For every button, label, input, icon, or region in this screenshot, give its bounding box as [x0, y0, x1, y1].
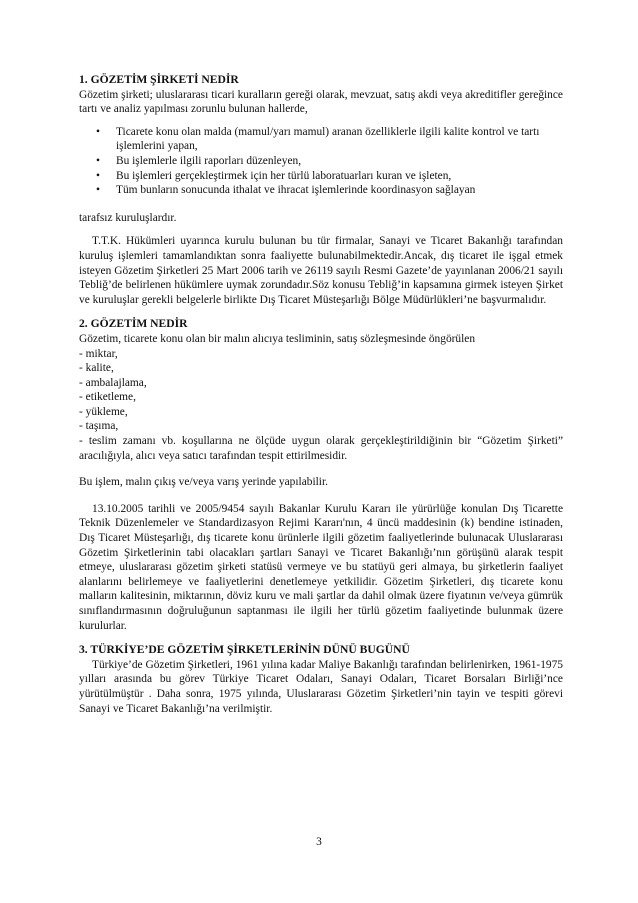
section-1-intro: Gözetim şirketi; uluslararası ticari kuralların gereği olarak, mevzuat, satış akdi veya akreditifler gereğince tartı ve analiz yapılması zorunlu bulunan hallerde, — [79, 88, 563, 116]
page-number: 3 — [316, 836, 322, 848]
dash-item: - yükleme, — [79, 405, 128, 418]
dash-item: - etiketleme, — [79, 391, 136, 404]
bullet-text: Tüm bunların sonucunda ithalat ve ihracat işlemlerinde koordinasyon sağlayan — [116, 184, 476, 197]
section-1-bullet-list — [79, 125, 563, 198]
bullet-icon: • — [96, 125, 100, 138]
dash-item: - teslim zamanı vb. koşullarına ne ölçüde uygun olarak gerçekleştirildiğinin bir “Gözetim Şirketi” aracılığıyla, alıcı veya satıcı tarafından tespit ettirilmesidir. — [79, 435, 563, 462]
dash-item: - kalite, — [79, 362, 114, 375]
document-body — [79, 73, 563, 716]
bullet-icon: • — [96, 184, 100, 197]
bullet-item — [96, 125, 563, 154]
bullet-text: Ticarete konu olan malda (mamul/yarı mamul) aranan özelliklerle ilgili kalite kontrol ve tartı işlemlerini yapan, — [116, 125, 540, 153]
section-2-dash-list — [79, 347, 563, 464]
section-1-after-bullets: tarafsız kuruluşlardır. — [79, 211, 177, 224]
section-1-paragraph: T.T.K. Hükümleri uyarınca kurulu bulunan bu tür firmalar, Sanayi ve Ticaret Bakanlığı tarafından kuruluş işlemleri tamamlandıktan sonra faaliyette bulunabilmektedir.Ancak, dış ticaret ile işgal etmek isteyen Gözetim Şirketleri 25 Mart 2006 tarih ve 26119 sayılı Resmi Gazete’de yayınlanan 2006/21 sayılı Tebliğ’de belirlenen hükümlere uymak zorundadır.Söz konusu Tebliğ’in kapsamına girmek isteyen Şirket ve kuruluşlar gerekli belgelerle birlikte Dış Ticaret Müsteşarlığı Bölge Müdürlükleri’ne başvurmalıdır. — [79, 235, 563, 306]
bullet-item — [96, 169, 563, 184]
section-2-intro: Gözetim, ticarete konu olan bir malın alıcıya tesliminin, satış sözleşmesinde öngörülen — [79, 332, 476, 345]
section-3-paragraph: Türkiye’de Gözetim Şirketleri, 1961 yılına kadar Maliye Bakanlığı tarafından belirlenirken, 1961-1975 yılları arasında bu görev Türkiye Ticaret Odaları, Sanayi Odaları, Ticaret Borsaları Birliği’nce yürütülmüştür . Daha sonra, 1975 yılında, Uluslararası Gözetim Şirketleri’nin tayin ve tespiti görevi Sanayi ve Ticaret Bakanlığı’na verilmiştir. — [79, 658, 563, 715]
bullet-text: Bu işlemleri gerçekleştirmek için her türlü laboratuarları kuran ve işleten, — [116, 169, 452, 182]
section-2-note: Bu işlem, malın çıkış ve/veya varış yerinde yapılabilir. — [79, 476, 328, 489]
section-3-heading: 3. TÜRKİYE’DE GÖZETİM ŞİRKETLERİNİN DÜNÜ BUGÜNÜ — [79, 643, 410, 657]
bullet-text: Bu işlemlerle ilgili raporları düzenleyen, — [116, 154, 302, 167]
dash-item: - ambalajlama, — [79, 376, 147, 389]
section-2-heading: 2. GÖZETİM NEDİR — [79, 317, 188, 331]
section-2-paragraph: 13.10.2005 tarihli ve 2005/9454 sayılı Bakanlar Kurulu Kararı ile yürürlüğe konulan Dış Ticarette Teknik Düzenlemeler ve Standardizasyon Rejimi Kararı'nın, 4 üncü maddesinin (k) bendine istinaden, Dış Ticaret Müsteşarlığı, dış ticarete konu ürünlerle ilgili gözetim faaliyetlerinde bulunacak Uluslararası Gözetim Şirketlerinin tabi olacakları şartları Sanayi ve Ticaret Bakanlığı’nın görüşünü alarak tespit etmeye, uluslararası gözetim şirketi statüsü vermeye ve bu statüyü geri almaya, bu şirketlerin faaliyet alanlarını belirlemeye ve faaliyetlerini denetlemeye yetkilidir. Gözetim Şirketleri, dış ticarete konu malların kalitesinin, miktarının, döviz kuru ve mali şartlar da dahil olmak üzere fiyatının ve/veya gümrük sınıflandırmasının doğruluğunun saptanması ile ilgili her türlü gözetim faaliyetinde bulunmak üzere kurulurlar. — [79, 502, 563, 632]
dash-item: - taşıma, — [79, 420, 119, 433]
bullet-icon: • — [96, 169, 100, 182]
bullet-item — [96, 183, 563, 198]
bullet-icon: • — [96, 154, 100, 167]
dash-item: - miktar, — [79, 347, 118, 360]
bullet-item — [96, 154, 563, 169]
section-1-heading: 1. GÖZETİM ŞİRKETİ NEDİR — [79, 73, 239, 86]
